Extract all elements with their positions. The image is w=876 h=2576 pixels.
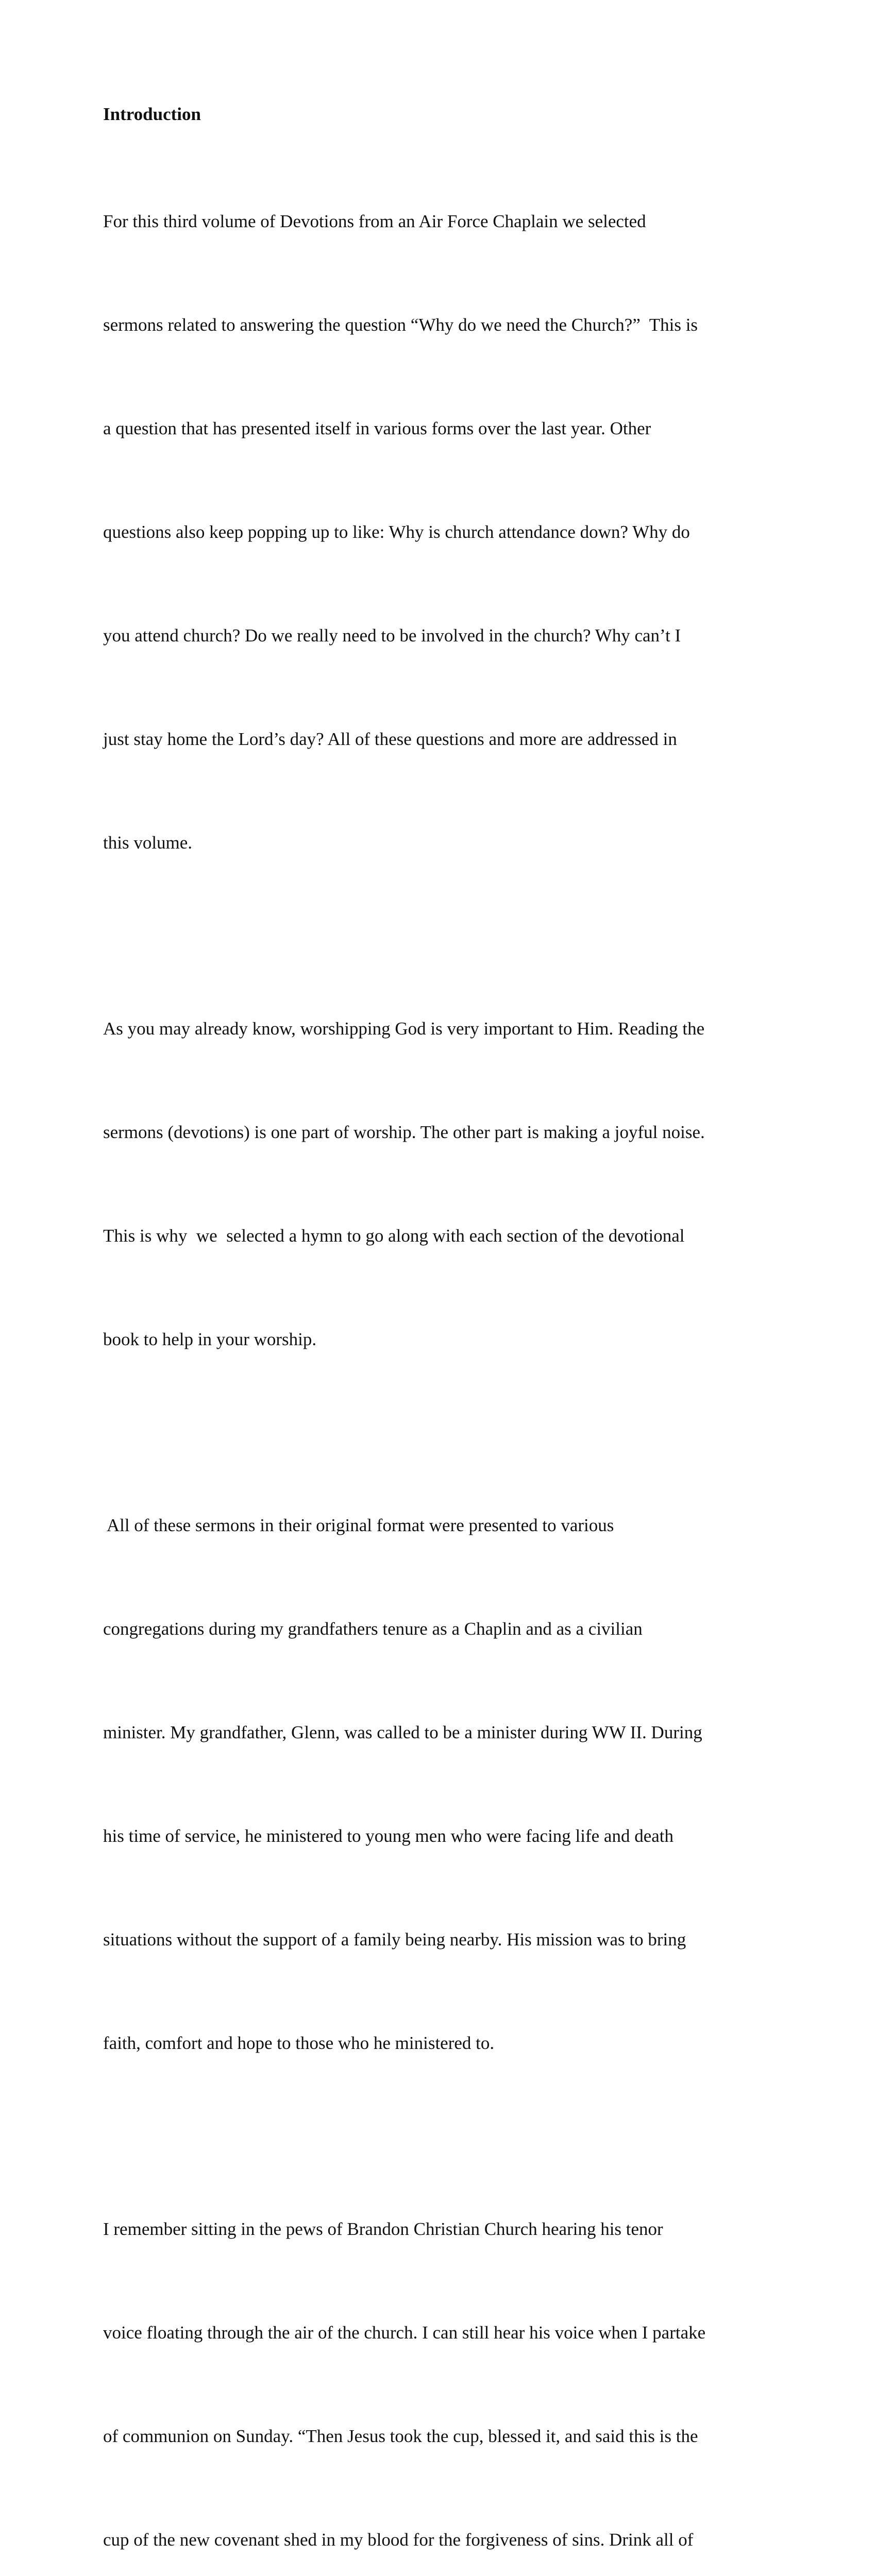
paragraph-2: [103, 942, 778, 1426]
text-line: questions also keep popping up to like: Why is church attendance down? Why do: [103, 522, 690, 542]
text-line: As you may already know, worshipping God is very important to Him. Reading the: [103, 1019, 705, 1039]
text-line: of communion on Sunday. “Then Jesus took the cup, blessed it, and said this is the: [103, 2426, 698, 2446]
text-line: his time of service, he ministered to young men who were facing life and death: [103, 1826, 674, 1846]
text-line: sermons related to answering the question “Why do we need the Church?” This is: [103, 315, 698, 335]
text-line: cup of the new covenant shed in my blood for the forgiveness of sins. Drink all of: [103, 2530, 694, 2550]
section-heading: Introduction: [103, 104, 201, 124]
document-body: [103, 101, 778, 2576]
text-line: minister. My grandfather, Glenn, was called to be a minister during WW II. During: [103, 1722, 702, 1742]
text-line: a question that has presented itself in various forms over the last year. Other: [103, 418, 651, 438]
text-line: All of these sermons in their original format were presented to various: [103, 1515, 614, 1535]
text-line: faith, comfort and hope to those who he ministered to.: [103, 2033, 495, 2053]
text-line: voice floating through the air of the church. I can still hear his voice when I partake: [103, 2323, 706, 2343]
text-line: This is why we selected a hymn to go along with each section of the devotional: [103, 1226, 685, 1246]
paragraph-1: [103, 135, 778, 929]
text-line: just stay home the Lord’s day? All of these questions and more are addressed in: [103, 729, 677, 749]
text-line: you attend church? Do we really need to be involved in the church? Why can’t I: [103, 625, 681, 646]
text-line: congregations during my grandfathers tenure as a Chaplin and as a civilian: [103, 1619, 643, 1639]
text-line: For this third volume of Devotions from an Air Force Chaplain we selected: [103, 211, 646, 231]
text-line: situations without the support of a family being nearby. His mission was to bring: [103, 1929, 686, 1950]
text-line: sermons (devotions) is one part of worship. The other part is making a joyful noise.: [103, 1122, 705, 1142]
paragraph-3: [103, 1439, 778, 2129]
text-line: this volume.: [103, 833, 193, 853]
paragraph-4: [103, 2143, 778, 2576]
text-line: book to help in your worship.: [103, 1329, 317, 1349]
text-line: I remember sitting in the pews of Brandon Christian Church hearing his tenor: [103, 2219, 663, 2239]
